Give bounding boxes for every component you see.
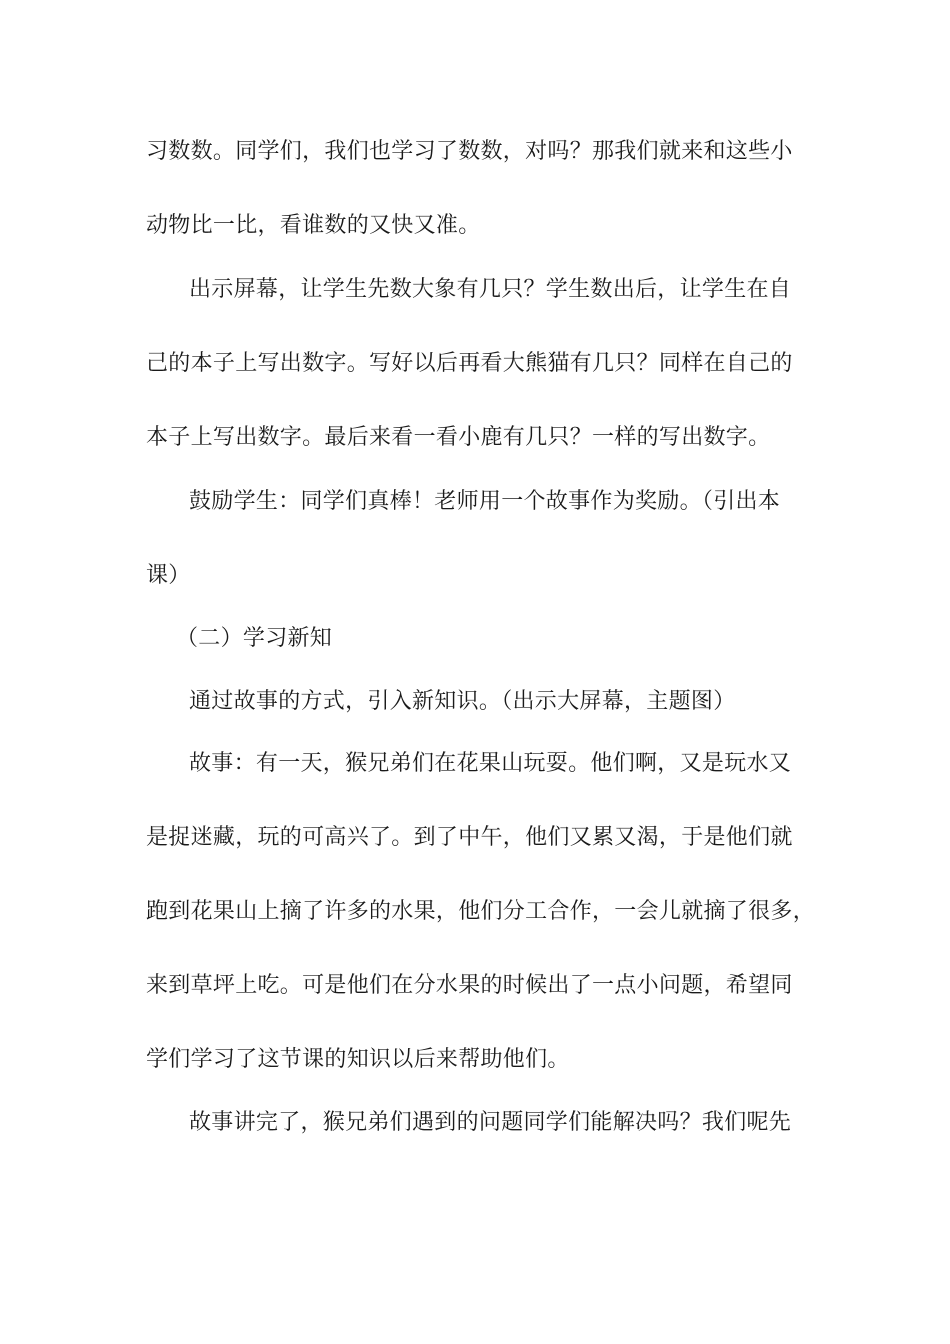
text-line: 己的本子上写出数字。写好以后再看大熊猫有几只？同样在自己的 bbox=[146, 351, 793, 376]
text-line: 动物比一比，看谁数的又快又准。 bbox=[146, 213, 481, 238]
paragraph-start-line: 出示屏幕，让学生先数大象有几只？学生数出后，让学生在自 bbox=[189, 277, 792, 302]
text-line: 习数数。同学们，我们也学习了数数，对吗？那我们就来和这些小 bbox=[146, 139, 793, 164]
paragraph-start-line: 故事：有一天，猴兄弟们在花果山玩耍。他们啊，又是玩水又 bbox=[189, 751, 792, 776]
text-line: 本子上写出数字。最后来看一看小鹿有几只？一样的写出数字。 bbox=[146, 425, 771, 450]
section-heading: （二）学习新知 bbox=[176, 626, 333, 651]
text-line: 课） bbox=[146, 563, 191, 588]
text-line: 来到草坪上吃。可是他们在分水果的时候出了一点小问题，希望同 bbox=[146, 973, 793, 998]
paragraph-start-line: 通过故事的方式，引入新知识。（出示大屏幕，主题图） bbox=[189, 689, 736, 714]
paragraph-start-line: 故事讲完了，猴兄弟们遇到的问题同学们能解决吗？我们呢先 bbox=[189, 1110, 792, 1135]
text-line: 学们学习了这节课的知识以后来帮助他们。 bbox=[146, 1047, 570, 1072]
text-line: 是捉迷藏，玩的可高兴了。到了中午，他们又累又渴，于是他们就 bbox=[146, 825, 793, 850]
paragraph-start-line: 鼓励学生：同学们真棒！老师用一个故事作为奖励。（引出本 bbox=[189, 489, 781, 514]
text-line: 跑到花果山上摘了许多的水果，他们分工合作，一会儿就摘了很多， bbox=[146, 899, 816, 924]
